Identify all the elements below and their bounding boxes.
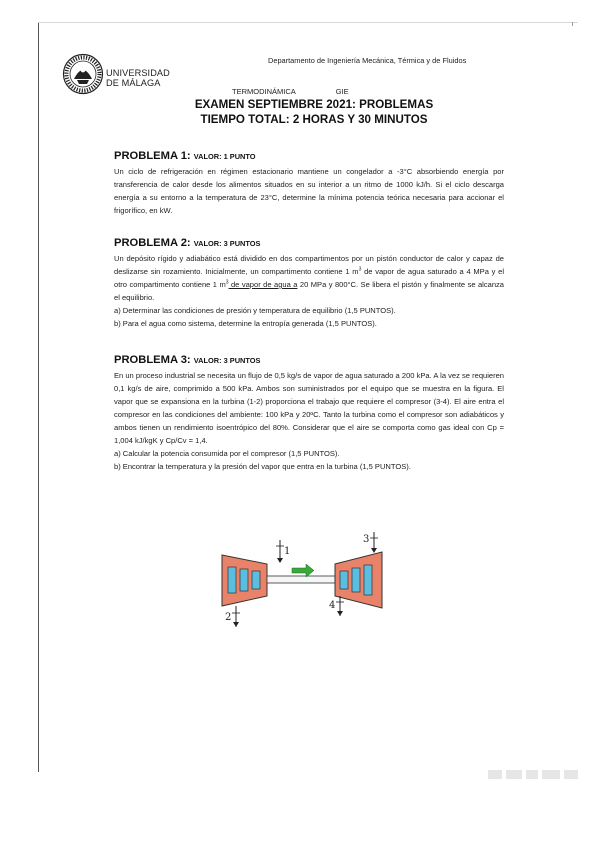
problem-3-heading: PROBLEMA 3: VALOR: 3 PUNTOS bbox=[114, 354, 261, 366]
state-label-4: 4 bbox=[329, 600, 336, 611]
scan-tick bbox=[572, 22, 573, 26]
turbine-blade bbox=[228, 567, 236, 593]
problem-2 bbox=[114, 237, 504, 330]
underlined-phrase: de vapor de agua a bbox=[228, 280, 298, 289]
problem-1-heading: PROBLEMA 1: VALOR: 1 PUNTO bbox=[114, 150, 256, 162]
rotation-arrow-icon bbox=[292, 564, 314, 577]
problem-3-value: VALOR: 3 PUNTOS bbox=[193, 356, 261, 365]
problem-1 bbox=[114, 150, 504, 217]
faint-watermark bbox=[488, 768, 580, 780]
scan-left-edge bbox=[38, 22, 39, 772]
problem-2-value: VALOR: 3 PUNTOS bbox=[193, 239, 261, 248]
shaft bbox=[267, 576, 335, 583]
subject: TERMODINÁMICA bbox=[232, 87, 296, 96]
problem-3-item-b: b) Encontrar la temperatura y la presión del vapor que entra en la turbina (1,5 PUNTOS). bbox=[114, 462, 411, 471]
state-label-3: 3 bbox=[363, 534, 370, 545]
exam-duration: TIEMPO TOTAL: 2 HORAS Y 30 MINUTOS bbox=[200, 113, 428, 126]
problem-2-items bbox=[114, 304, 504, 330]
exam-title: EXAMEN SEPTIEMBRE 2021: PROBLEMAS bbox=[194, 98, 434, 111]
state-label-1: 1 bbox=[284, 546, 291, 557]
university-name bbox=[106, 68, 170, 88]
compressor-blade bbox=[340, 571, 348, 589]
university-line-1: UNIVERSIDAD bbox=[106, 68, 170, 78]
problem-2-text: Un depósito rígido y adiabático está dividido en dos compartimentos por un pistón conductor de calor y capaz de deslizarse sin rozamiento. Inicialmente, un compartimento contiene 1 $m^3$ de vapor de agua saturado a 4 MPa y el otro compartimento contiene 1 $m^3$ de vapor de agua a 20 MPa y 800°C. Se libera el pistón y finalmente se alcanza el equilibrio. bbox=[114, 254, 505, 302]
department-name: Departamento de Ingeniería Mecánica, Térmica y de Fluidos bbox=[268, 56, 467, 65]
problem-1-value: VALOR: 1 PUNTO bbox=[193, 152, 256, 161]
problem-2-heading: PROBLEMA 2: VALOR: 3 PUNTOS bbox=[114, 237, 261, 249]
university-line-2: DE MÁLAGA bbox=[106, 78, 161, 88]
subject-line bbox=[232, 87, 349, 96]
compressor-blade bbox=[352, 568, 360, 592]
compressor-blade bbox=[364, 565, 372, 595]
problem-3-text: En un proceso industrial se necesita un flujo de 0,5 kg/s de vapor de agua saturado a 200 kPa. A la vez se requieren 0,1 kg/s de aire, comprimido a 500 kPa. Ambos son suministrados por el equipo que se muestra en la figura. El vapor que se expansiona en la turbina (1-2) proporciona el trabajo que requiere el compresor (3-4). El aire entra el compresor en las condiciones del ambiente: 100 kPa y 20ºC. Tanto la turbina como el compresor son adiabáticos y ambos tienen un rendimiento isoentrópico del 80%. Considerar que el aire se comporta como gas ideal con Cp = 1,004 kJ/kgK y Cp/Cv = 1,4. bbox=[114, 371, 504, 445]
scan-top-edge bbox=[38, 22, 578, 23]
turbine-compressor-figure bbox=[212, 530, 402, 630]
problem-2-item-a: a) Determinar las condiciones de presión y temperatura de equilibrio (1,5 PUNTOS). bbox=[114, 306, 396, 315]
degree: GIE bbox=[335, 87, 349, 96]
turbine-blade bbox=[252, 571, 260, 589]
problem-3-items bbox=[114, 447, 504, 473]
problem-3-item-a: a) Calcular la potencia consumida por el compresor (1,5 PUNTOS). bbox=[114, 449, 340, 458]
turbine-blade bbox=[240, 569, 248, 591]
problem-2-item-b: b) Para el agua como sistema, determine la entropía generada (1,5 PUNTOS). bbox=[114, 319, 377, 328]
university-seal-icon bbox=[62, 53, 104, 95]
problem-1-text: Un ciclo de refrigeración en régimen estacionario mantiene un congelador a -3°C absorbiendo energía por transferencia de calor desde los alimentos situados en su interior a un ritmo de 1000 kJ/h. Si el ciclo descarga energía a su entorno a la temperatura de 23°C, determine la mínima potencia teórica necesaria para accionar el frigorífico, en kW. bbox=[114, 167, 504, 215]
problem-3 bbox=[114, 354, 504, 473]
state-label-2: 2 bbox=[225, 612, 232, 623]
